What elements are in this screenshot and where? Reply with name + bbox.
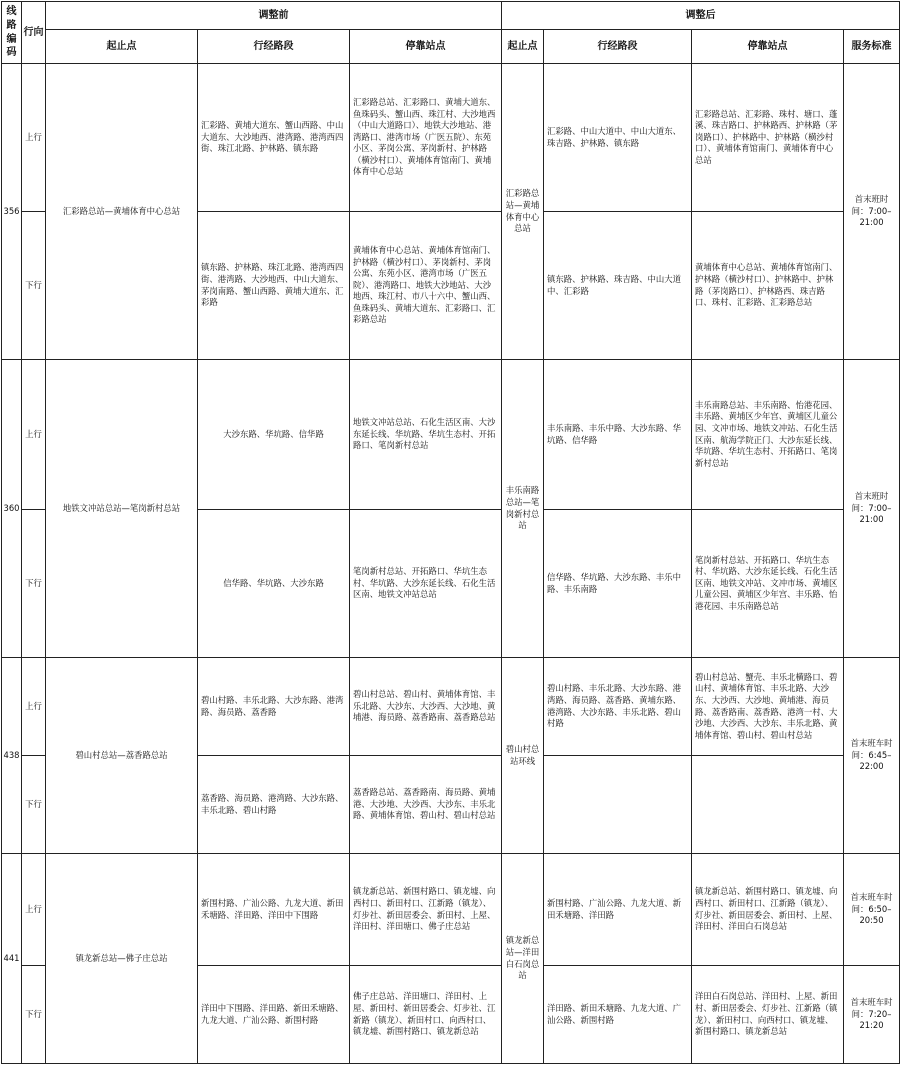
before-stops: 荔香路总站、荔香路南、海员路、黄埔港、大沙地、大沙西、大沙东、丰乐北路、黄埔体育馆、碧山村、碧山村总站 xyxy=(350,756,502,854)
before-stops: 笔岗新村总站、开拓路口、华坑生态村、华坑路、大沙东延长线、石化生活区南、地铁文冲站总站 xyxy=(350,510,502,658)
after-endpoints: 碧山村总站环线 xyxy=(502,658,544,854)
header-after-path: 行经路段 xyxy=(544,30,692,64)
after-path: 信华路、华坑路、大沙东路、丰乐中路、丰乐南路 xyxy=(544,510,692,658)
direction-label: 下行 xyxy=(22,756,46,854)
before-stops: 黄埔体育中心总站、黄埔体育馆南门、护林路（横沙村口）、茅岗新村、茅岗公寓、东苑小区、港湾市场（广医五院）、港湾路口、地铁大沙地站、大沙地西、珠江村、市八十六中、蟹山西、鱼珠码头、黄埔大道东、汇彩路口、汇彩路总站 xyxy=(350,212,502,360)
before-path: 镇东路、护林路、珠江北路、港湾西四街、港湾路、大沙地西、中山大道东、茅岗南路、蟹山西路、黄埔大道东、汇彩路 xyxy=(198,212,350,360)
direction-label: 上行 xyxy=(22,360,46,510)
direction-label: 上行 xyxy=(22,658,46,756)
before-endpoints: 汇彩路总站—黄埔体育中心总站 xyxy=(46,64,198,360)
before-endpoints: 碧山村总站—荔香路总站 xyxy=(46,658,198,854)
header-service: 服务标准 xyxy=(844,30,900,64)
before-endpoints: 地铁文冲站总站—笔岗新村总站 xyxy=(46,360,198,658)
service-standard: 首末班车时间：6:45–22:00 xyxy=(844,658,900,854)
before-path: 汇彩路、黄埔大道东、蟹山西路、中山大道东、大沙地西、港湾路、港湾西四街、珠江北路、护林路、镇东路 xyxy=(198,64,350,212)
header-after-endpoints: 起止点 xyxy=(502,30,544,64)
direction-label: 下行 xyxy=(22,510,46,658)
header-before: 调整前 xyxy=(46,2,502,30)
route-adjustment-table xyxy=(1,1,900,1064)
before-stops: 佛子庄总站、洋田塘口、洋田村、上屋、新田村、新田居委会、灯步社、江新路（镇龙）、新田村口、向西村口、镇龙墟、新围村路口、镇龙新总站 xyxy=(350,966,502,1064)
after-stops xyxy=(692,756,844,854)
header-after: 调整后 xyxy=(502,2,900,30)
after-endpoints: 丰乐南路总站—笔岗新村总站 xyxy=(502,360,544,658)
table-row xyxy=(2,658,900,756)
after-stops: 笔岗新村总站、开拓路口、华坑生态村、华坑路、大沙东延长线、石化生活区南、地铁文冲站、文冲市场、黄埔区儿童公园、黄埔区少年宫、丰乐路、怡港花园、丰乐南路总站 xyxy=(692,510,844,658)
before-path: 信华路、华坑路、大沙东路 xyxy=(198,510,350,658)
route-code: 438 xyxy=(2,658,22,854)
before-path: 大沙东路、华坑路、信华路 xyxy=(198,360,350,510)
after-endpoints: 镇龙新总站—洋田白石岗总站 xyxy=(502,854,544,1064)
direction-label: 下行 xyxy=(22,212,46,360)
after-stops: 黄埔体育中心总站、黄埔体育馆南门、护林路（横沙村口）、护林路中、护林路（茅岗路口）、护林路西、珠吉路口、珠村、汇彩路、汇彩路总站 xyxy=(692,212,844,360)
service-standard: 首末班时间：7:00–21:00 xyxy=(844,360,900,658)
after-path: 镇东路、护林路、珠吉路、中山大道中、汇彩路 xyxy=(544,212,692,360)
before-stops: 镇龙新总站、新围村路口、镇龙墟、向西村口、新田村口、江新路（镇龙）、灯步社、新田居委会、新田村、上屋、洋田村、洋田塘口、佛子庄总站 xyxy=(350,854,502,966)
before-path: 洋田中下围路、洋田路、新田禾塘路、九龙大道、广汕公路、新围村路 xyxy=(198,966,350,1064)
table-row xyxy=(2,360,900,510)
before-path: 荔香路、海员路、港湾路、大沙东路、丰乐北路、碧山村路 xyxy=(198,756,350,854)
before-stops: 汇彩路总站、汇彩路口、黄埔大道东、鱼珠码头、蟹山西、珠江村、大沙地西（中山大道路口）、地铁大沙地站、港湾路口、港湾市场（广医五院）、东苑小区、茅岗公寓、茅岗新村、护林路（横沙村口）、黄埔体育馆南门、黄埔体育中心总站 xyxy=(350,64,502,212)
header-before-path: 行经路段 xyxy=(198,30,350,64)
after-path: 汇彩路、中山大道中、中山大道东、珠吉路、护林路、镇东路 xyxy=(544,64,692,212)
route-code: 360 xyxy=(2,360,22,658)
header-before-stops: 停靠站点 xyxy=(350,30,502,64)
before-stops: 碧山村总站、碧山村、黄埔体育馆、丰乐北路、大沙东、大沙西、大沙地、黄埔港、海员路、荔香路南、荔香路总站 xyxy=(350,658,502,756)
after-stops: 丰乐南路总站、丰乐南路、怡港花园、丰乐路、黄埔区少年宫、黄埔区儿童公园、文冲市场、地铁文冲站、石化生活区南、航海学院正门、大沙东延长线、华坑路、华坑生态村、开拓路口、笔岗新村总站 xyxy=(692,360,844,510)
header-before-endpoints: 起止点 xyxy=(46,30,198,64)
after-path: 新围村路、广汕公路、九龙大道、新田禾塘路、洋田路 xyxy=(544,854,692,966)
service-standard: 首末班车时间：6:50–20:50 xyxy=(844,854,900,966)
table-row xyxy=(2,64,900,212)
after-path: 碧山村路、丰乐北路、大沙东路、港湾路、海员路、荔香路、黄埔东路、港湾路、大沙东路、丰乐北路、碧山村路 xyxy=(544,658,692,756)
route-code: 441 xyxy=(2,854,22,1064)
direction-label: 上行 xyxy=(22,854,46,966)
before-path: 新围村路、广汕公路、九龙大道、新田禾塘路、洋田路、洋田中下围路 xyxy=(198,854,350,966)
header-route-code: 线路编码 xyxy=(2,2,22,64)
after-stops: 镇龙新总站、新围村路口、镇龙墟、向西村口、新田村口、江新路（镇龙）、灯步社、新田居委会、新田村、上屋、洋田村、洋田白石岗总站 xyxy=(692,854,844,966)
direction-label: 下行 xyxy=(22,966,46,1064)
after-stops: 洋田白石岗总站、洋田村、上屋、新田村、新田居委会、灯步社、江新路（镇龙）、新田村口、向西村口、镇龙墟、新围村路口、镇龙新总站 xyxy=(692,966,844,1064)
header-direction: 行向 xyxy=(22,2,46,64)
direction-label: 上行 xyxy=(22,64,46,212)
before-stops: 地铁文冲站总站、石化生活区南、大沙东延长线、华坑路、华坑生态村、开拓路口、笔岗新村总站 xyxy=(350,360,502,510)
after-path xyxy=(544,756,692,854)
table-row xyxy=(2,854,900,966)
service-standard: 首末班时间：7:00–21:00 xyxy=(844,64,900,360)
before-endpoints: 镇龙新总站—佛子庄总站 xyxy=(46,854,198,1064)
after-path: 丰乐南路、丰乐中路、大沙东路、华坑路、信华路 xyxy=(544,360,692,510)
after-stops: 碧山村总站、蟹壳、丰乐北横路口、碧山村、黄埔体育馆、丰乐北路、大沙东、大沙西、大沙地、黄埔港、海员路、荔香路南、荔香路、港湾一村、大沙地、大沙西、大沙东、丰乐北路、黄埔体育馆、碧山村、碧山村总站 xyxy=(692,658,844,756)
after-endpoints: 汇彩路总站—黄埔体育中心总站 xyxy=(502,64,544,360)
service-standard: 首末班车时间：7:20–21:20 xyxy=(844,966,900,1064)
after-stops: 汇彩路总站、汇彩路、珠村、塘口、蓬溪、珠吉路口、护林路西、护林路（茅岗路口）、护林路中、护林路（横沙村口）、黄埔体育馆南门、黄埔体育中心总站 xyxy=(692,64,844,212)
header-after-stops: 停靠站点 xyxy=(692,30,844,64)
before-path: 碧山村路、丰乐北路、大沙东路、港湾路、海员路、荔香路 xyxy=(198,658,350,756)
after-path: 洋田路、新田禾塘路、九龙大道、广汕公路、新围村路 xyxy=(544,966,692,1064)
route-code: 356 xyxy=(2,64,22,360)
